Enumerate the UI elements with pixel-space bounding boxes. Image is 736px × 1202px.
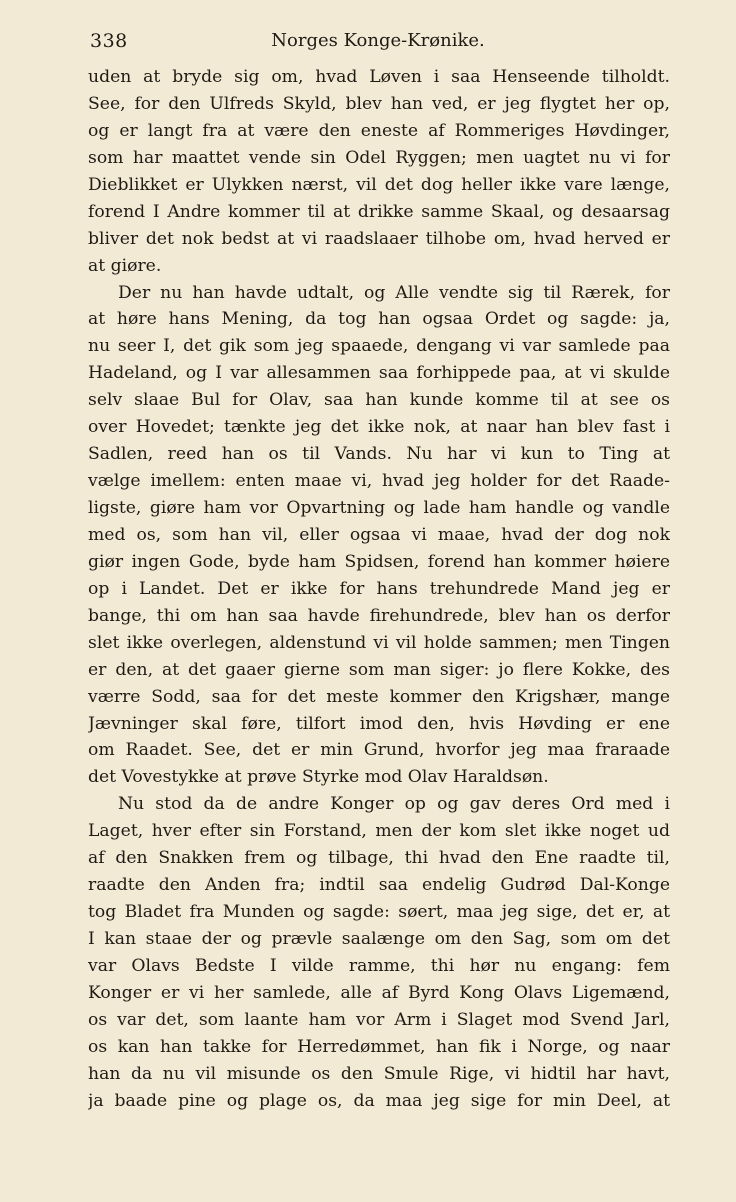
- text-line: Konger er vi her samlede, alle af Byrd Kong Olavs Ligemænd,: [88, 982, 670, 1003]
- text-line: Laget, hver efter sin Forstand, men der kom slet ikke noget ud: [88, 821, 670, 842]
- text-line: bange, thi om han saa havde firehundrede, blev han os derfor: [88, 605, 670, 626]
- text-line: selv slaae Bul for Olav, saa han kunde komme til at see os: [88, 390, 670, 411]
- text-line: Hadeland, og I var allesammen saa forhippede paa, at vi skulde: [88, 363, 670, 384]
- text-line: Dieblikket er Ulykken nærst, vil det dog heller ikke vare længe,: [88, 174, 670, 195]
- text-line: han da nu vil misunde os den Smule Rige, vi hidtil har havt,: [88, 1063, 670, 1084]
- text-line: ligste, giøre ham vor Opvartning og lade ham handle og vandle: [88, 498, 670, 518]
- text-line: værre Sodd, saa for det meste kommer den Krigshær, mange: [88, 686, 670, 707]
- text-line: slet ikke overlegen, aldenstund vi vil holde sammen; men Tingen: [88, 632, 670, 653]
- text-line: giør ingen Gode, byde ham Spidsen, forend han kommer høiere: [88, 551, 670, 572]
- body-text: [88, 64, 670, 1115]
- text-line: og er langt fra at være den eneste af Rommeriges Høvdinger,: [88, 120, 670, 141]
- text-line: om Raadet. See, det er min Grund, hvorfor jeg maa fraraade: [88, 740, 670, 761]
- text-line: tog Bladet fra Munden og sagde: søert, maa jeg sige, det er, at: [88, 902, 670, 923]
- text-line: med os, som han vil, eller ogsaa vi maae, hvad der dog nok: [88, 524, 670, 545]
- text-line: ja baade pine og plage os, da maa jeg sige for min Deel, at: [88, 1090, 670, 1111]
- text-line: er den, at det gaaer gierne som man siger: jo flere Kokke, des: [88, 659, 670, 680]
- text-line: at høre hans Mening, da tog han ogsaa Ordet og sagde: ja,: [88, 309, 670, 330]
- text-line: vælge imellem: enten maae vi, hvad jeg holder for det Raade-: [88, 471, 670, 492]
- text-line: Jævninger skal føre, tilfort imod den, hvis Høvding er ene: [88, 713, 670, 734]
- text-line: at giøre.: [88, 255, 162, 276]
- text-line: som har maattet vende sin Odel Ryggen; men uagtet nu vi for: [88, 147, 670, 168]
- text-line: os var det, som laante ham vor Arm i Slaget mod Svend Jarl,: [88, 1009, 670, 1030]
- text-line: raadte den Anden fra; indtil saa endelig Gudrød Dal-Konge: [88, 875, 670, 896]
- paragraph-first-line: Der nu han havde udtalt, og Alle vendte sig til Rærek, for: [118, 282, 670, 303]
- text-line: over Hovedet; tænkte jeg det ikke nok, at naar han blev fast i: [88, 417, 670, 438]
- text-line: bliver det nok bedst at vi raadslaaer tilhobe om, hvad herved er: [88, 228, 670, 249]
- running-header: [82, 28, 674, 58]
- text-line: Sadlen, reed han os til Vands. Nu har vi kun to Ting at: [88, 444, 670, 465]
- text-line: nu seer I, det gik som jeg spaaede, dengang vi var samlede paa: [88, 336, 670, 357]
- text-line: I kan staae der og prævle saalænge om den Sag, som om det: [88, 929, 670, 949]
- text-line: det Vovestykke at prøve Styrke mod Olav Haraldsøn.: [88, 767, 549, 788]
- text-line: op i Landet. Det er ikke for hans trehundrede Mand jeg er: [88, 578, 670, 599]
- text-line: var Olavs Bedste I vilde ramme, thi hør nu engang: fem: [88, 955, 670, 976]
- page-number: 338: [90, 30, 128, 52]
- text-line: forend I Andre kommer til at drikke samme Skaal, og desaarsag: [88, 201, 670, 222]
- paragraph-first-line: Nu stod da de andre Konger op og gav deres Ord med i: [118, 794, 670, 815]
- running-title: Norges Konge-Krønike.: [271, 30, 485, 51]
- text-line: af den Snakken frem og tilbage, thi hvad den Ene raadte til,: [88, 848, 670, 869]
- text-line: os kan han takke for Herredømmet, han fik i Norge, og naar: [88, 1036, 670, 1057]
- text-line: See, for den Ulfreds Skyld, blev han ved, er jeg flygtet her op,: [88, 93, 670, 114]
- text-line: uden at bryde sig om, hvad Løven i saa Henseende tilholdt.: [88, 67, 670, 87]
